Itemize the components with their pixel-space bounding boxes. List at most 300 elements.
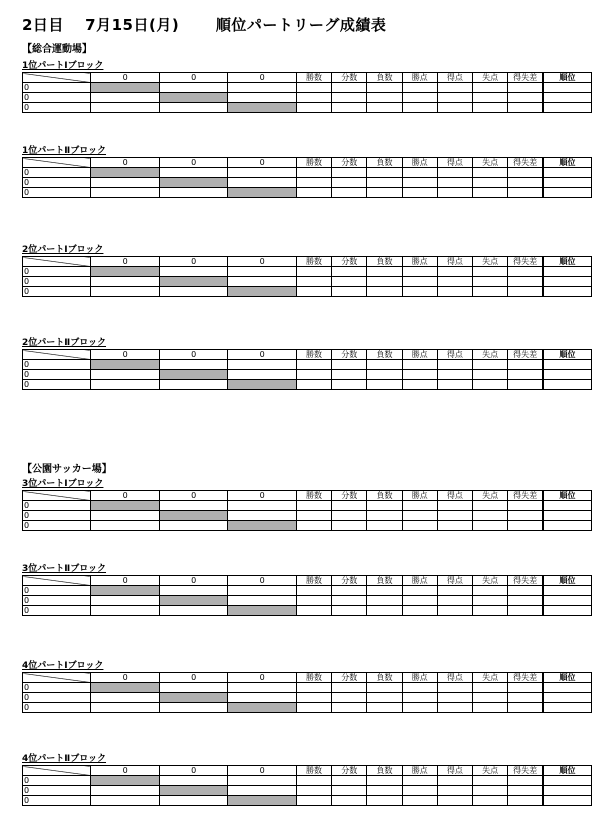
stat-cell — [367, 786, 402, 796]
standings-table — [22, 575, 592, 616]
match-result-cell — [91, 596, 159, 606]
match-result-cell — [228, 786, 296, 796]
stat-cell — [296, 703, 331, 713]
team-name-cell: 0 — [23, 703, 91, 713]
stat-cell — [437, 586, 472, 596]
stat-cell — [367, 188, 402, 198]
stat-cell — [332, 277, 367, 287]
stat-cell — [508, 683, 543, 693]
stat-header: 分数 — [332, 491, 367, 501]
stat-cell — [437, 796, 472, 806]
stat-cell — [367, 683, 402, 693]
league-block-5 — [22, 479, 592, 531]
corner-diagonal-cell — [23, 350, 91, 360]
stat-cell — [332, 703, 367, 713]
stat-cell — [402, 178, 437, 188]
rank-header: 順位 — [543, 350, 591, 360]
stat-header: 得点 — [437, 491, 472, 501]
team-name-cell: 0 — [23, 370, 91, 380]
venue-label-sogo: 【総合運動場】 — [22, 44, 92, 55]
stat-cell — [296, 606, 331, 616]
stat-cell — [296, 370, 331, 380]
stat-header: 勝数 — [296, 766, 331, 776]
match-result-cell — [159, 501, 227, 511]
league-block-1 — [22, 61, 592, 113]
stat-header: 失点 — [473, 350, 508, 360]
rank-cell — [543, 93, 591, 103]
stat-header: 分数 — [332, 158, 367, 168]
stat-cell — [332, 511, 367, 521]
stat-cell — [332, 83, 367, 93]
stat-cell — [437, 606, 472, 616]
table-header-row — [23, 491, 592, 501]
stat-cell — [473, 501, 508, 511]
table-row — [23, 511, 592, 521]
rank-cell — [543, 683, 591, 693]
stat-cell — [402, 287, 437, 297]
stat-cell — [402, 596, 437, 606]
rank-cell — [543, 776, 591, 786]
rank-cell — [543, 83, 591, 93]
team-name-cell: 0 — [23, 380, 91, 390]
rank-header: 順位 — [543, 73, 591, 83]
stat-cell — [473, 683, 508, 693]
stat-cell — [402, 93, 437, 103]
stat-cell — [508, 606, 543, 616]
stat-cell — [508, 178, 543, 188]
table-row — [23, 178, 592, 188]
stat-header: 得点 — [437, 73, 472, 83]
block-label: 1位パートⅠブロック — [22, 61, 104, 71]
league-block-2 — [22, 146, 592, 198]
match-result-cell — [159, 380, 227, 390]
self-match-shaded-cell — [91, 360, 159, 370]
self-match-shaded-cell — [228, 796, 296, 806]
match-result-cell — [91, 796, 159, 806]
stat-cell — [402, 277, 437, 287]
stat-cell — [296, 277, 331, 287]
table-row — [23, 786, 592, 796]
stat-cell — [332, 267, 367, 277]
rank-cell — [543, 501, 591, 511]
corner-diagonal-cell — [23, 491, 91, 501]
table-row — [23, 103, 592, 113]
opponent-header: 0 — [159, 491, 227, 501]
rank-cell — [543, 703, 591, 713]
match-result-cell — [228, 277, 296, 287]
team-name-cell: 0 — [23, 796, 91, 806]
table-row — [23, 93, 592, 103]
self-match-shaded-cell — [228, 287, 296, 297]
block-label: 2位パートⅠブロック — [22, 245, 104, 255]
stat-cell — [367, 103, 402, 113]
corner-diagonal-cell — [23, 673, 91, 683]
stat-cell — [332, 501, 367, 511]
match-result-cell — [159, 586, 227, 596]
stat-cell — [437, 360, 472, 370]
table-row — [23, 380, 592, 390]
opponent-header: 0 — [91, 257, 159, 267]
opponent-header: 0 — [228, 73, 296, 83]
self-match-shaded-cell — [228, 606, 296, 616]
stat-header: 得点 — [437, 673, 472, 683]
stat-cell — [402, 370, 437, 380]
stat-header: 勝点 — [402, 257, 437, 267]
league-block-7 — [22, 661, 592, 713]
rank-cell — [543, 103, 591, 113]
stat-header: 負数 — [367, 491, 402, 501]
stat-header: 勝数 — [296, 158, 331, 168]
table-row — [23, 586, 592, 596]
stat-header: 失点 — [473, 158, 508, 168]
stat-cell — [367, 586, 402, 596]
team-name-cell: 0 — [23, 586, 91, 596]
rank-cell — [543, 380, 591, 390]
match-result-cell — [228, 360, 296, 370]
stat-cell — [473, 786, 508, 796]
opponent-header: 0 — [91, 73, 159, 83]
rank-cell — [543, 786, 591, 796]
rank-cell — [543, 188, 591, 198]
stat-cell — [332, 178, 367, 188]
stat-cell — [367, 178, 402, 188]
stat-header: 得点 — [437, 257, 472, 267]
corner-diagonal-cell — [23, 73, 91, 83]
match-result-cell — [228, 511, 296, 521]
stat-header: 失点 — [473, 257, 508, 267]
match-result-cell — [228, 168, 296, 178]
stat-cell — [367, 277, 402, 287]
stat-cell — [437, 786, 472, 796]
stat-header: 分数 — [332, 576, 367, 586]
stat-cell — [332, 360, 367, 370]
stat-header: 負数 — [367, 350, 402, 360]
match-result-cell — [91, 511, 159, 521]
venue-label-koen: 【公園サッカー場】 — [22, 464, 112, 475]
table-row — [23, 693, 592, 703]
table-row — [23, 703, 592, 713]
match-result-cell — [91, 693, 159, 703]
stat-cell — [402, 188, 437, 198]
self-match-shaded-cell — [91, 168, 159, 178]
opponent-header: 0 — [159, 673, 227, 683]
stat-header: 得失差 — [508, 257, 543, 267]
stat-cell — [332, 370, 367, 380]
stat-header: 分数 — [332, 766, 367, 776]
stat-cell — [473, 796, 508, 806]
stat-cell — [296, 683, 331, 693]
stat-cell — [367, 93, 402, 103]
table-row — [23, 521, 592, 531]
stat-cell — [402, 521, 437, 531]
opponent-header: 0 — [228, 766, 296, 776]
self-match-shaded-cell — [159, 277, 227, 287]
stat-cell — [367, 596, 402, 606]
rank-cell — [543, 511, 591, 521]
opponent-header: 0 — [159, 158, 227, 168]
stat-cell — [296, 267, 331, 277]
match-result-cell — [91, 277, 159, 287]
match-result-cell — [228, 178, 296, 188]
stat-cell — [473, 360, 508, 370]
stat-cell — [402, 267, 437, 277]
opponent-header: 0 — [159, 257, 227, 267]
table-row — [23, 370, 592, 380]
stat-cell — [508, 380, 543, 390]
stat-cell — [508, 370, 543, 380]
stat-cell — [473, 267, 508, 277]
stat-cell — [437, 683, 472, 693]
stat-header: 得点 — [437, 350, 472, 360]
stat-cell — [437, 287, 472, 297]
stat-header: 得失差 — [508, 673, 543, 683]
opponent-header: 0 — [91, 673, 159, 683]
table-header-row — [23, 350, 592, 360]
stat-header: 勝点 — [402, 491, 437, 501]
stat-header: 失点 — [473, 673, 508, 683]
opponent-header: 0 — [91, 350, 159, 360]
stat-header: 失点 — [473, 73, 508, 83]
match-result-cell — [91, 521, 159, 531]
team-name-cell: 0 — [23, 521, 91, 531]
stat-cell — [402, 380, 437, 390]
block-label: 3位パートⅡブロック — [22, 564, 107, 574]
stat-cell — [437, 188, 472, 198]
stat-cell — [473, 703, 508, 713]
rank-header: 順位 — [543, 766, 591, 776]
team-name-cell: 0 — [23, 786, 91, 796]
stat-cell — [473, 370, 508, 380]
match-result-cell — [91, 93, 159, 103]
table-row — [23, 287, 592, 297]
stat-cell — [508, 786, 543, 796]
stat-cell — [437, 521, 472, 531]
stat-cell — [437, 103, 472, 113]
match-result-cell — [159, 188, 227, 198]
stat-cell — [332, 786, 367, 796]
stat-cell — [332, 586, 367, 596]
stat-header: 負数 — [367, 576, 402, 586]
stat-header: 勝数 — [296, 350, 331, 360]
stat-cell — [296, 83, 331, 93]
stat-cell — [296, 511, 331, 521]
table-row — [23, 606, 592, 616]
rank-cell — [543, 693, 591, 703]
self-match-shaded-cell — [91, 683, 159, 693]
match-result-cell — [228, 683, 296, 693]
table-header-row — [23, 673, 592, 683]
match-result-cell — [91, 786, 159, 796]
stat-cell — [332, 521, 367, 531]
match-result-cell — [159, 267, 227, 277]
stat-cell — [367, 703, 402, 713]
stat-header: 負数 — [367, 766, 402, 776]
stat-cell — [508, 586, 543, 596]
stat-cell — [437, 703, 472, 713]
self-match-shaded-cell — [228, 521, 296, 531]
standings-table — [22, 490, 592, 531]
stat-header: 負数 — [367, 673, 402, 683]
stat-cell — [473, 693, 508, 703]
stat-cell — [473, 776, 508, 786]
self-match-shaded-cell — [159, 511, 227, 521]
self-match-shaded-cell — [159, 596, 227, 606]
stat-cell — [332, 93, 367, 103]
stat-cell — [437, 776, 472, 786]
team-name-cell: 0 — [23, 511, 91, 521]
rank-cell — [543, 287, 591, 297]
stat-cell — [508, 693, 543, 703]
team-name-cell: 0 — [23, 93, 91, 103]
stat-cell — [508, 511, 543, 521]
stat-cell — [473, 521, 508, 531]
block-label: 2位パートⅡブロック — [22, 338, 107, 348]
stat-header: 得点 — [437, 576, 472, 586]
stat-cell — [402, 501, 437, 511]
team-name-cell: 0 — [23, 693, 91, 703]
stat-cell — [437, 168, 472, 178]
stat-header: 勝数 — [296, 491, 331, 501]
standings-table — [22, 72, 592, 113]
stat-cell — [437, 93, 472, 103]
team-name-cell: 0 — [23, 776, 91, 786]
stat-cell — [473, 511, 508, 521]
block-label: 4位パートⅡブロック — [22, 754, 107, 764]
opponent-header: 0 — [159, 350, 227, 360]
table-header-row — [23, 576, 592, 586]
stat-cell — [437, 693, 472, 703]
rank-header: 順位 — [543, 257, 591, 267]
stat-cell — [367, 168, 402, 178]
table-row — [23, 683, 592, 693]
stat-cell — [296, 786, 331, 796]
stat-cell — [508, 596, 543, 606]
table-header-row — [23, 158, 592, 168]
stat-cell — [296, 103, 331, 113]
rank-cell — [543, 267, 591, 277]
stat-cell — [402, 586, 437, 596]
table-header-row — [23, 73, 592, 83]
stat-cell — [508, 83, 543, 93]
match-result-cell — [159, 796, 227, 806]
stat-cell — [296, 168, 331, 178]
opponent-header: 0 — [228, 158, 296, 168]
stat-cell — [508, 776, 543, 786]
stat-cell — [332, 287, 367, 297]
team-name-cell: 0 — [23, 103, 91, 113]
block-label: 4位パートⅠブロック — [22, 661, 104, 671]
stat-cell — [332, 596, 367, 606]
match-result-cell — [91, 188, 159, 198]
table-row — [23, 168, 592, 178]
stat-cell — [296, 360, 331, 370]
stat-cell — [402, 703, 437, 713]
rank-cell — [543, 586, 591, 596]
self-match-shaded-cell — [159, 178, 227, 188]
stat-cell — [367, 287, 402, 297]
table-row — [23, 188, 592, 198]
stat-cell — [473, 168, 508, 178]
match-result-cell — [159, 521, 227, 531]
stat-cell — [473, 287, 508, 297]
stat-cell — [332, 606, 367, 616]
stat-cell — [332, 683, 367, 693]
opponent-header: 0 — [159, 766, 227, 776]
rank-cell — [543, 596, 591, 606]
stat-cell — [367, 83, 402, 93]
stat-cell — [508, 501, 543, 511]
team-name-cell: 0 — [23, 277, 91, 287]
league-block-4 — [22, 338, 592, 390]
opponent-header: 0 — [91, 576, 159, 586]
match-result-cell — [228, 776, 296, 786]
league-block-6 — [22, 564, 592, 616]
opponent-header: 0 — [159, 576, 227, 586]
rank-cell — [543, 606, 591, 616]
match-result-cell — [228, 370, 296, 380]
match-result-cell — [91, 703, 159, 713]
stat-cell — [402, 360, 437, 370]
stat-cell — [296, 693, 331, 703]
standings-table — [22, 672, 592, 713]
match-result-cell — [91, 178, 159, 188]
team-name-cell: 0 — [23, 683, 91, 693]
opponent-header: 0 — [228, 491, 296, 501]
self-match-shaded-cell — [159, 93, 227, 103]
stat-cell — [367, 370, 402, 380]
match-result-cell — [228, 83, 296, 93]
league-block-8 — [22, 754, 592, 806]
self-match-shaded-cell — [91, 501, 159, 511]
self-match-shaded-cell — [228, 188, 296, 198]
stat-header: 勝点 — [402, 73, 437, 83]
stat-cell — [437, 501, 472, 511]
stat-cell — [473, 103, 508, 113]
stat-cell — [437, 178, 472, 188]
stat-cell — [402, 693, 437, 703]
opponent-header: 0 — [91, 766, 159, 776]
standings-table — [22, 765, 592, 806]
table-row — [23, 501, 592, 511]
stat-cell — [437, 596, 472, 606]
stat-header: 勝数 — [296, 257, 331, 267]
opponent-header: 0 — [159, 73, 227, 83]
opponent-header: 0 — [228, 257, 296, 267]
opponent-header: 0 — [91, 158, 159, 168]
stat-cell — [437, 83, 472, 93]
stat-cell — [367, 501, 402, 511]
stat-cell — [508, 188, 543, 198]
stat-cell — [296, 796, 331, 806]
match-result-cell — [228, 693, 296, 703]
self-match-shaded-cell — [159, 370, 227, 380]
table-row — [23, 796, 592, 806]
self-match-shaded-cell — [91, 267, 159, 277]
table-row — [23, 267, 592, 277]
standings-table — [22, 256, 592, 297]
match-result-cell — [228, 586, 296, 596]
stat-cell — [402, 786, 437, 796]
stat-cell — [367, 380, 402, 390]
stat-cell — [296, 287, 331, 297]
stat-cell — [402, 511, 437, 521]
match-result-cell — [159, 360, 227, 370]
stat-cell — [367, 796, 402, 806]
stat-cell — [473, 178, 508, 188]
stat-cell — [508, 267, 543, 277]
stat-cell — [402, 606, 437, 616]
stat-cell — [437, 267, 472, 277]
